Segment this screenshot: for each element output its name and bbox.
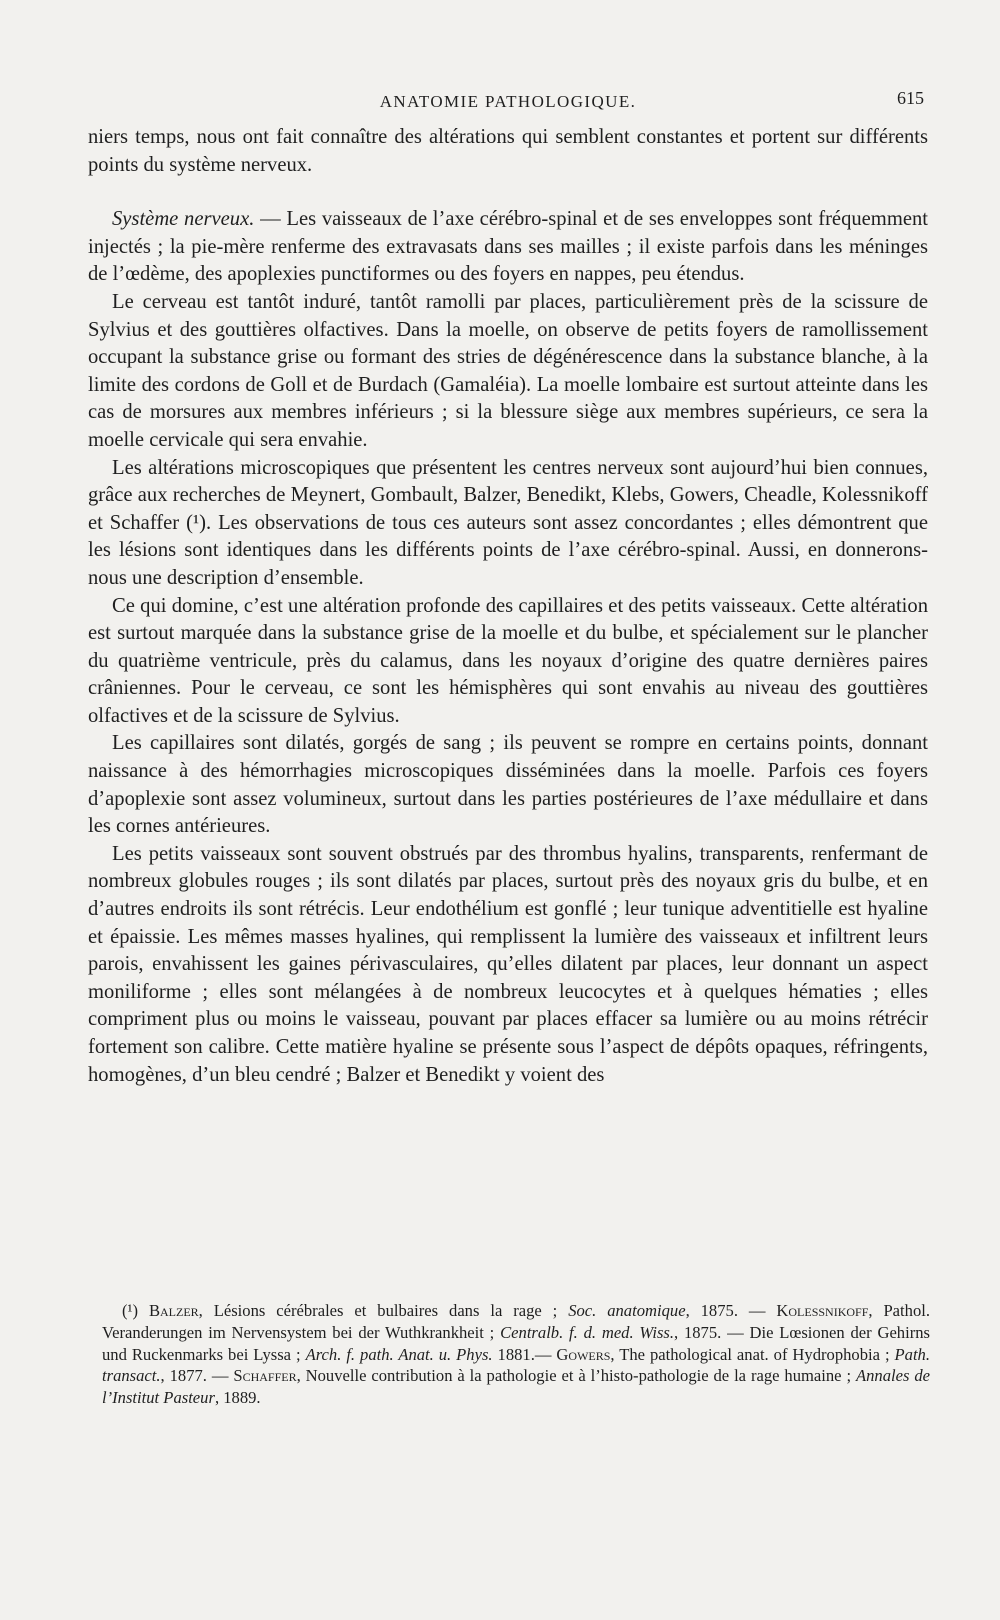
body-text xyxy=(88,124,928,1089)
running-title: ANATOMIE PATHOLOGIQUE. xyxy=(379,92,637,111)
footnote-text: , The pathological anat. of Hydrophobia ; xyxy=(610,1344,895,1364)
footnote-source: Annales de l’Institut Pasteur xyxy=(102,1366,930,1408)
paragraph-text: — Les vaisseaux de l’axe cérébro-spinal et de ses enveloppes sont fréquemment injectés ; la pie-mère renferme des extravasats dans ses mailles ; il existe parfois dans les méninges de l’œdème, des apoplexies punctiformes ou des foyers en nappes, peu étendus. xyxy=(88,208,928,286)
footnote-author: Gowers xyxy=(556,1344,611,1364)
section-lead: Système nerveux. xyxy=(112,208,255,231)
footnote-source: Path. transact. xyxy=(102,1344,931,1386)
footnote-author: Kolessnikoff xyxy=(776,1301,869,1320)
footnote-author: Balzer xyxy=(148,1301,199,1320)
footnote-text: , Nouvelle contribution à la pathologie et à l’histo-pathologie de la rage humaine ; xyxy=(296,1366,856,1386)
footnote-1 xyxy=(102,1300,930,1409)
footnote-text: , 1875. — Die Lœsionen der Gehirns und Ruckenmarks bei Lyssa ; xyxy=(102,1322,930,1364)
footnote-author: Schaffer xyxy=(233,1366,297,1386)
footnote-text: , 1875. — xyxy=(685,1301,777,1320)
page-number: 615 xyxy=(897,88,924,108)
paragraph-systeme-nerveux xyxy=(88,206,928,289)
paragraph-capillaires-vaisseaux: Ce qui domine, c’est une altération profonde des capillaires et des petits vaisseaux. Cette altération est surtout marquée dans la substance grise de la moelle et du bulbe, et spécialement sur le plancher du quatrième ventricule, près du calamus, dans les noyaux d’origine des quatre dernières paires crâniennes. Pour le cerveau, ce sont les hémisphères qui sont envahis au niveau des gouttières olfactives et de la scissure de Sylvius. xyxy=(88,594,928,727)
page-header xyxy=(88,88,928,124)
footnote-source: Centralb. f. d. med. Wiss. xyxy=(500,1322,675,1342)
paragraph-cerveau: Le cerveau est tantôt induré, tantôt ramolli par places, particulièrement près de la scissure de Sylvius et des gouttières olfactives. Dans la moelle, on observe de petits foyers de ramollissement occupant la substance grise ou formant des stries de dégénérescence dans la substance blanche, à la limite des cordons de Goll et de Burdach (Gamaléia). La moelle lombaire est surtout atteinte dans les cas de morsures aux membres inférieurs ; si la blessure siège aux membres supérieurs, ce sera la moelle cervicale qui sera envahie. xyxy=(88,290,928,451)
footnote-text: , 1889. xyxy=(214,1388,261,1408)
footnote-text: 1881.— xyxy=(492,1344,557,1364)
footnote-marker: (¹) xyxy=(122,1301,149,1320)
footnote-source: Soc. anatomique xyxy=(568,1301,686,1320)
paragraph-capillaires-dilates: Les capillaires sont dilatés, gorgés de sang ; ils peuvent se rompre en certains points, donnant naissance à des hémorrhagies microscopiques disséminées dans la moelle. Parfois ces foyers d’apoplexie sont assez volumineux, surtout dans les parties postérieures de l’axe médullaire et dans les cornes antérieures. xyxy=(88,732,928,838)
footnotes xyxy=(102,1300,930,1409)
footnote-text: , Pathol. Veranderungen im Nervensystem bei der Wuthkrankheit ; xyxy=(102,1301,931,1342)
footnote-text: , 1877. — xyxy=(160,1366,234,1386)
footnote-text: , Lésions cérébrales et bulbaires dans la rage ; xyxy=(198,1301,569,1320)
paragraph-alterations-microscopiques: Les altérations microscopiques que présentent les centres nerveux sont aujourd’hui bien connues, grâce aux recherches de Meynert, Gombault, Balzer, Benedikt, Klebs, Gowers, Cheadle, Kolessnikoff et Schaffer (¹). Les observations de tous ces auteurs sont assez concordantes ; elles démontrent que les lésions sont identiques dans les différents points de l’axe cérébro-spinal. Aussi, en donnerons-nous une description d’ensemble. xyxy=(88,456,928,589)
paragraph-continued: niers temps, nous ont fait connaître des altérations qui semblent constantes et portent sur différents points du système nerveux. xyxy=(88,126,928,176)
paragraph-petits-vaisseaux: Les petits vaisseaux sont souvent obstrués par des thrombus hyalins, transparents, renfermant de nombreux globules rouges ; ils sont dilatés par places, surtout près des noyaux gris du bulbe, et en d’autres endroits ils sont rétrécis. Leur endothélium est gonflé ; leur tunique adventitielle est hyaline et épaissie. Les mêmes masses hyalines, qui remplissent la lumière des vaisseaux et infiltrent leurs parois, envahissent les gaines périvasculaires, qu’elles dilatent par places, leur donnant un aspect moniliforme ; elles sont mélangées à de nombreux leucocytes et à quelques hématies ; elles compriment plus ou moins le vaisseau, pouvant par places effacer sa lumière ou au moins rétrécir fortement son calibre. Cette matière hyaline se présente sous l’aspect de dépôts opaques, réfringents, homogènes, d’un bleu cendré ; Balzer et Benedikt y voient des xyxy=(88,842,928,1086)
footnote-source: Arch. f. path. Anat. u. Phys. xyxy=(305,1344,493,1364)
